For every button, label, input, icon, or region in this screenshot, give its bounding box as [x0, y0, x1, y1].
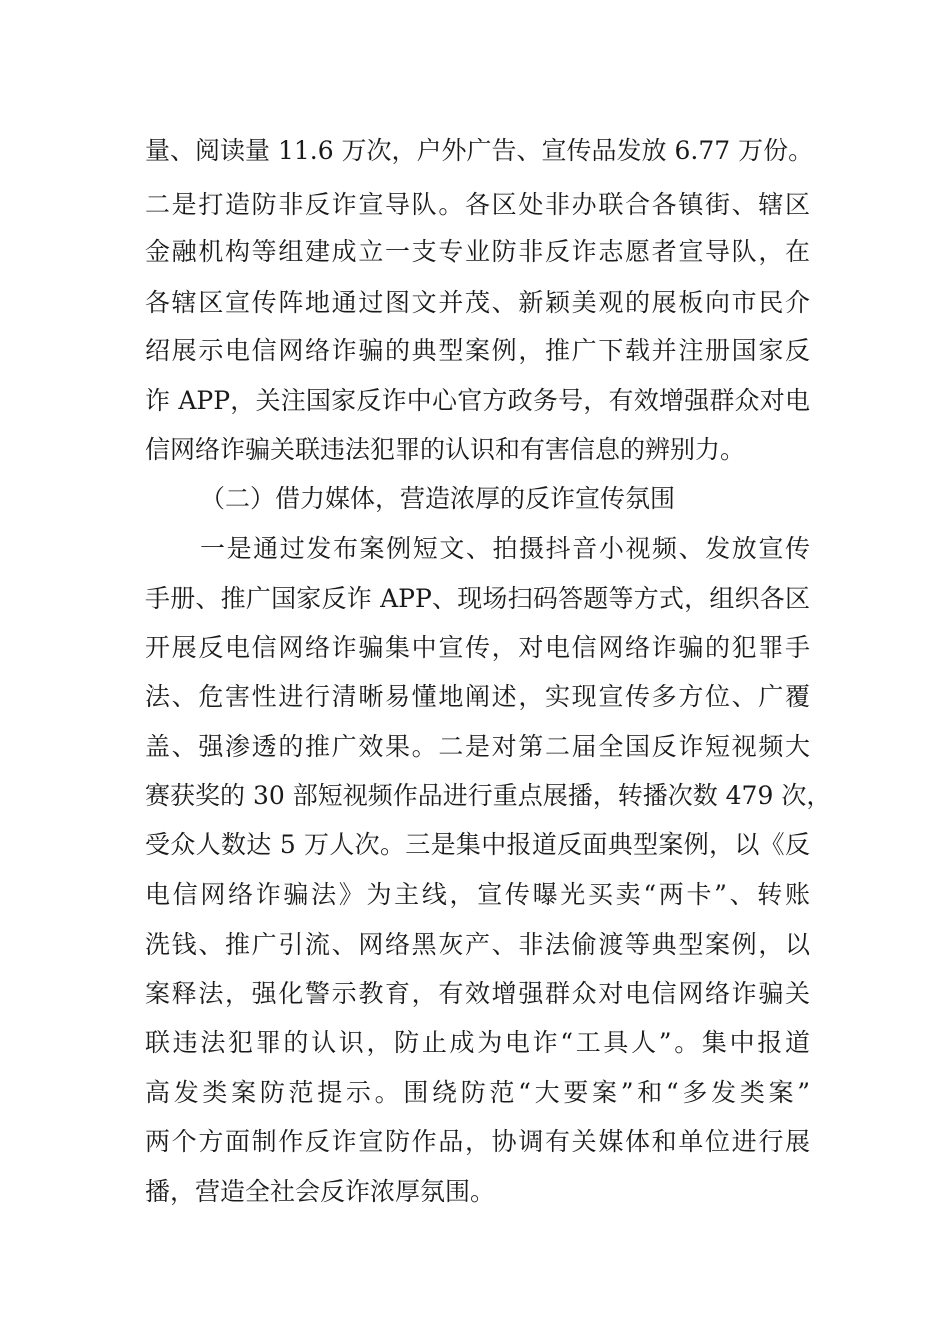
- paragraph-line: 一是通过发布案例短文、拍摄抖音小视频、发放宣传: [200, 534, 810, 563]
- paragraph-line: 各辖区宣传阵地通过图文并茂、新颖美观的展板向市民介: [145, 288, 810, 317]
- paragraph-line: 电信网络诈骗法》为主线，宣传曝光买卖“两卡”、转账: [145, 880, 810, 909]
- paragraph-line: 绍展示电信网络诈骗的典型案例，推广下载并注册国家反: [145, 336, 810, 365]
- paragraph-line: 开展反电信网络诈骗集中宣传，对电信网络诈骗的犯罪手: [145, 633, 810, 662]
- paragraph-line: 播，营造全社会反诈浓厚氛围。: [145, 1177, 496, 1206]
- paragraph-line: 受众人数达 5 万人次。三是集中报道反面典型案例，以《反: [145, 830, 810, 859]
- paragraph-line: 赛获奖的 30 部短视频作品进行重点展播，转播次数 479 次，: [145, 781, 832, 810]
- paragraph-line: 盖、强渗透的推广效果。二是对第二届全国反诈短视频大: [145, 732, 810, 761]
- paragraph-line: 洗钱、推广引流、网络黑灰产、非法偷渡等典型案例，以: [145, 930, 810, 959]
- paragraph-line: 金融机构等组建成立一支专业防非反诈志愿者宣导队，在: [145, 237, 810, 266]
- paragraph-line: 手册、推广国家反诈 APP、现场扫码答题等方式，组织各区: [145, 584, 810, 613]
- paragraph-line: 信网络诈骗关联违法犯罪的认识和有害信息的辨别力。: [145, 435, 746, 464]
- paragraph-line: 量、阅读量 11.6 万次，户外广告、宣传品发放 6.77 万份。: [145, 136, 814, 165]
- paragraph-line: 联违法犯罪的认识，防止成为电诈“工具人”。集中报道: [145, 1028, 810, 1057]
- paragraph-line: 案释法，强化警示教育，有效增强群众对电信网络诈骗关: [145, 979, 810, 1008]
- paragraph-line: 高发类案防范提示。围绕防范“大要案”和“多发类案”: [145, 1078, 810, 1107]
- paragraph-line: 法、危害性进行清晰易懂地阐述，实现宣传多方位、广覆: [145, 682, 810, 711]
- paragraph-line: 诈 APP，关注国家反诈中心官方政务号，有效增强群众对电: [145, 386, 810, 415]
- paragraph-line: 两个方面制作反诈宣防作品，协调有关媒体和单位进行展: [145, 1127, 810, 1156]
- section-heading: （二）借力媒体，营造浓厚的反诈宣传氛围: [200, 484, 676, 513]
- paragraph-line: 二是打造防非反诈宣导队。各区处非办联合各镇街、辖区: [145, 190, 810, 219]
